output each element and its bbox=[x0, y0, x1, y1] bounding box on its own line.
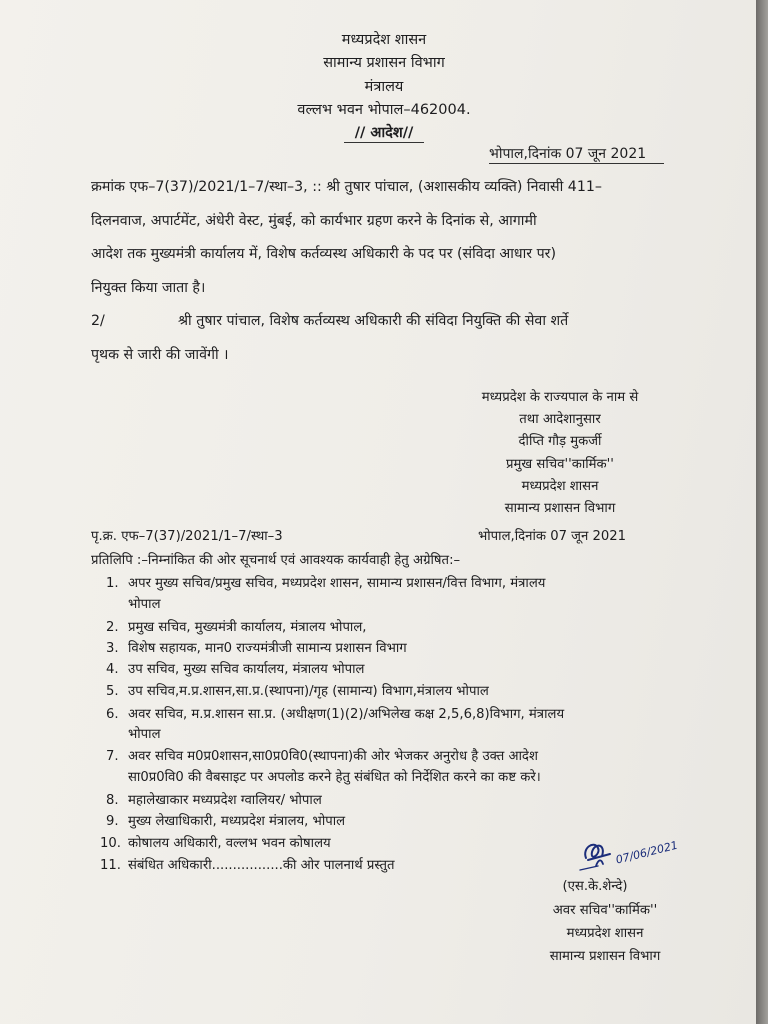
authority-line: तथा आदेशानुसार bbox=[519, 412, 601, 427]
order-text-line: दिलनवाज, अपार्टमेंट, अंधेरी वेस्ट, मुंबई, को कार्यभार ग्रहण करने के दिनांक से, आगामी bbox=[91, 213, 537, 229]
order-text-line: नियुक्त किया जाता है। bbox=[91, 280, 206, 296]
list-item: संबंधित अधिकारी.................की ओर पालनार्थ प्रस्तुत bbox=[128, 858, 395, 873]
list-item-number: 6. bbox=[106, 707, 119, 722]
list-item-number: 11. bbox=[100, 858, 121, 873]
list-item-number: 2. bbox=[106, 620, 119, 635]
list-item-number: 1. bbox=[106, 576, 119, 591]
order-text-line: आदेश तक मुख्यमंत्री कार्यालय में, विशेष कर्तव्यस्थ अधिकारी के पद पर (संविदा आधार पर) bbox=[91, 246, 557, 262]
endorsement-ref: पृ.क्र. एफ–7(37)/2021/1–7/स्था–3 bbox=[91, 529, 283, 544]
authority-line: सामान्य प्रशासन विभाग bbox=[504, 501, 616, 516]
list-item-number: 7. bbox=[106, 749, 119, 764]
signatory-line: सामान्य प्रशासन विभाग bbox=[549, 949, 661, 964]
signatory-designation: अवर सचिव''कार्मिक'' bbox=[552, 903, 658, 918]
background-edge bbox=[756, 0, 768, 1024]
header-address: वल्लभ भवन भोपाल–462004. bbox=[297, 102, 471, 118]
list-item: सा0प्र0वि0 की वैबसाइट पर अपलोड करने हेतु संबंधित को निर्देशित करने का कष्ट करे। bbox=[128, 770, 541, 785]
list-item: उप सचिव,म.प्र.शासन,सा.प्र.(स्थापना)/गृह (सामान्य) विभाग,मंत्रालय भोपाल bbox=[128, 684, 489, 699]
list-item: अवर सचिव म0प्र0शासन,सा0प्र0वि0(स्थापना)की ओर भेजकर अनुरोध है उक्त आदेश bbox=[128, 749, 538, 764]
list-item: मुख्य लेखाधिकारी, मध्यप्रदेश मंत्रालय, भोपाल bbox=[128, 814, 346, 829]
copy-intro: प्रतिलिपि :–निम्नांकित की ओर सूचनार्थ एवं आवश्यक कार्यवाही हेतु अग्रेषित:– bbox=[91, 553, 461, 568]
header-ministry: मंत्रालय bbox=[364, 79, 404, 95]
list-item-number: 3. bbox=[106, 641, 119, 656]
header-government: मध्यप्रदेश शासन bbox=[341, 32, 427, 48]
list-item: महालेखाकार मध्यप्रदेश ग्वालियर/ भोपाल bbox=[128, 793, 322, 808]
order-text-line: क्रमांक एफ–7(37)/2021/1–7/स्था–3, :: श्री तुषार पांचाल, (अशासकीय व्यक्ति) निवासी 411– bbox=[91, 179, 602, 195]
header-department: सामान्य प्रशासन विभाग bbox=[323, 55, 445, 71]
date-underline bbox=[489, 163, 664, 164]
signatory-line: मध्यप्रदेश शासन bbox=[566, 926, 644, 941]
list-item: विशेष सहायक, मान0 राज्यमंत्रीजी सामान्य प्रशासन विभाग bbox=[128, 641, 407, 656]
list-item-number: 8. bbox=[106, 793, 119, 808]
order-title: // आदेश// bbox=[354, 125, 414, 141]
title-underline bbox=[344, 142, 424, 143]
list-item-number: 5. bbox=[106, 684, 119, 699]
list-item: भोपाल bbox=[128, 597, 161, 612]
list-item: कोषालय अधिकारी, वल्लभ भवन कोषालय bbox=[128, 836, 331, 851]
list-item: भोपाल bbox=[128, 727, 161, 742]
para-number: 2/ bbox=[91, 313, 105, 329]
authority-line: प्रमुख सचिव''कार्मिक'' bbox=[506, 457, 614, 472]
list-item: अपर मुख्य सचिव/प्रमुख सचिव, मध्यप्रदेश शासन, सामान्य प्रशासन/वित्त विभाग, मंत्रालय bbox=[128, 576, 546, 591]
list-item-number: 10. bbox=[100, 836, 121, 851]
list-item: उप सचिव, मुख्य सचिव कार्यालय, मंत्रालय भोपाल bbox=[128, 662, 365, 677]
para2-text-line: पृथक से जारी की जावेंगी । bbox=[91, 347, 229, 363]
list-item: अवर सचिव, म.प्र.शासन सा.प्र. (अधीक्षण(1)(2)/अभिलेख कक्ष 2,5,6,8)विभाग, मंत्रालय bbox=[128, 707, 565, 722]
signatory-name: (एस.के.शेन्दे) bbox=[562, 879, 628, 894]
list-item: प्रमुख सचिव, मुख्यमंत्री कार्यालय, मंत्रालय भोपाल, bbox=[128, 620, 367, 635]
endorsement-date: भोपाल,दिनांक 07 जून 2021 bbox=[478, 529, 627, 544]
list-item-number: 4. bbox=[106, 662, 119, 677]
authority-line: मध्यप्रदेश के राज्यपाल के नाम से bbox=[481, 390, 639, 405]
para2-text-line: श्री तुषार पांचाल, विशेष कर्तव्यस्थ अधिकारी की संविदा नियुक्ति की सेवा शर्ते bbox=[178, 313, 569, 329]
authority-name: दीप्ति गौड़ मुकर्जी bbox=[518, 434, 602, 449]
authority-line: मध्यप्रदेश शासन bbox=[521, 479, 599, 494]
signature-date: 07/06/2021 bbox=[614, 838, 680, 867]
list-item-number: 9. bbox=[106, 814, 119, 829]
order-date: भोपाल,दिनांक 07 जून 2021 bbox=[489, 146, 647, 162]
